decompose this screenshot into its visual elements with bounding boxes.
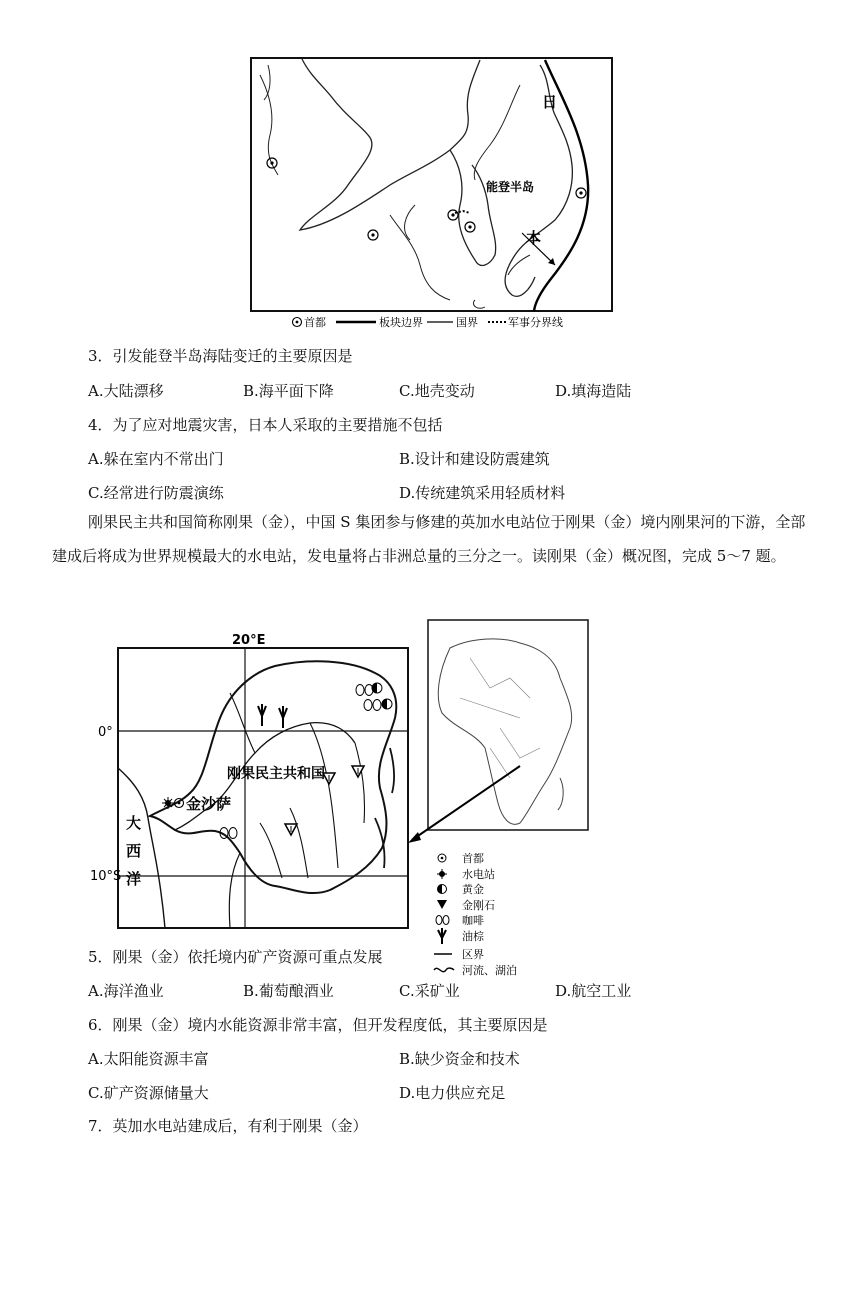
congo-map-legend-extra	[430, 928, 560, 978]
legend-plate-boundary-label: 板块边界	[379, 316, 423, 329]
question-6-option-c[interactable]: C.矿产资源储量大	[88, 1084, 209, 1102]
question-4-option-a[interactable]: A.躲在室内不常出门	[88, 450, 224, 468]
question-4-stem: 4．为了应对地震灾害，日本人采取的主要措施不包括	[88, 416, 443, 434]
question-7-stem: 7．英加水电站建成后，有利于刚果（金）	[88, 1117, 368, 1135]
question-6-option-b[interactable]: B.缺少资金和技术	[399, 1050, 520, 1068]
legend-capital-label: 首都	[304, 316, 326, 329]
legend-gold-label: 黄金	[462, 883, 484, 896]
question-5-option-a[interactable]: A.海洋渔业	[88, 982, 164, 1000]
question-4-option-b[interactable]: B.设计和建设防震建筑	[399, 450, 550, 468]
legend-military-line-label: 军事分界线	[508, 316, 563, 329]
legend-hydropower-label: 水电站	[462, 868, 495, 881]
question-3-option-d[interactable]: D.填海造陆	[555, 382, 632, 400]
question-5-option-c[interactable]: C.采矿业	[399, 982, 460, 1000]
intro-paragraph: 刚果民主共和国简称刚果（金），中国 S 集团参与修建的英加水电站位于刚果（金）境内刚果河的下游，全部建成后将成为世界规模最大的水电站，发电量将占非洲总量的三分之一。读刚果（金）概况图，完成 5～7 题。	[52, 513, 806, 565]
capital-label: 金沙萨	[186, 795, 232, 813]
question-3-option-a[interactable]: A.大陆漂移	[88, 382, 164, 400]
question-5-stem: 5．刚果（金）依托境内矿产资源可重点发展	[88, 948, 383, 966]
ocean-char-1: 大	[126, 814, 142, 832]
question-6-option-d[interactable]: D.电力供应充足	[399, 1084, 506, 1102]
question-3-option-b[interactable]: B.海平面下降	[243, 382, 334, 400]
legend-boundary-label: 区界	[462, 948, 484, 961]
question-3-option-c[interactable]: C.地壳变动	[399, 382, 475, 400]
question-3-stem: 3．引发能登半岛海陆变迁的主要原因是	[88, 347, 353, 365]
legend-national-border-label: 国界	[456, 316, 478, 329]
japan-label-2: 本	[526, 229, 542, 247]
peninsula-label: 能登半岛	[486, 180, 535, 194]
legend-coffee-label: 咖啡	[462, 914, 484, 927]
question-4-option-c[interactable]: C.经常进行防震演练	[88, 484, 224, 502]
country-label: 刚果民主共和国	[227, 766, 325, 782]
legend-river-lake-label: 河流、湖泊	[462, 964, 517, 977]
map1-legend	[293, 315, 564, 329]
question-5-option-b[interactable]: B.葡萄酿酒业	[243, 982, 334, 1000]
longitude-label: 20°E	[232, 633, 266, 648]
japan-label-1: 日	[542, 93, 558, 111]
legend-oil-palm-label: 油棕	[462, 930, 484, 943]
japan-korea-map	[250, 55, 615, 335]
ocean-char-2: 西	[126, 842, 142, 860]
legend-diamond-label: 金刚石	[462, 899, 495, 912]
equator-label: 0°	[98, 725, 113, 740]
ocean-char-3: 洋	[126, 870, 142, 888]
question-4-option-d[interactable]: D.传统建筑采用轻质材料	[399, 484, 566, 502]
legend-capital-label: 首都	[462, 852, 484, 865]
lat-10s-label: 10°S	[90, 869, 122, 884]
map2-legend	[436, 851, 495, 927]
africa-inset-frame	[428, 620, 588, 830]
question-6-stem: 6．刚果（金）境内水能资源非常丰富，但开发程度低，其主要原因是	[88, 1016, 548, 1034]
question-5-option-d[interactable]: D.航空工业	[555, 982, 632, 1000]
congo-map	[90, 618, 595, 940]
question-6-option-a[interactable]: A.太阳能资源丰富	[88, 1050, 209, 1068]
